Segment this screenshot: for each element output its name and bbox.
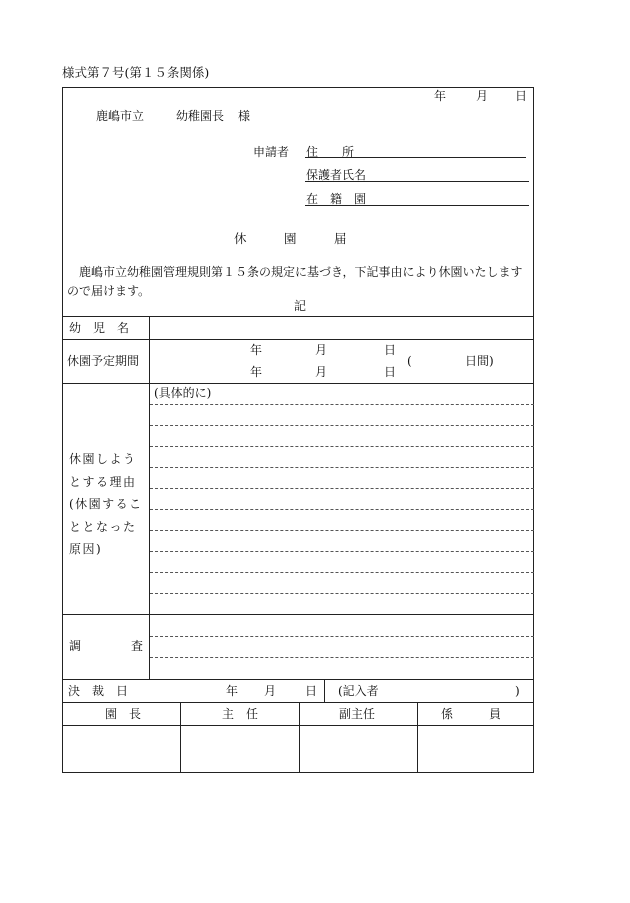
period-days-close: 日間) [465, 354, 494, 368]
decision-year: 年 [226, 684, 239, 698]
reason-line[interactable] [150, 530, 534, 531]
address-line[interactable] [305, 157, 526, 158]
leave-notice-form [62, 87, 534, 773]
period-label: 休園予定期間 [67, 354, 140, 368]
date-year: 年 [434, 89, 447, 103]
approval-staff: 係 員 [441, 707, 502, 721]
form-number: 様式第７号(第１５条関係) [62, 65, 210, 80]
period-start-year: 年 [250, 343, 263, 357]
reason-line[interactable] [150, 404, 534, 405]
reason-label: 休園しようとする理由(休園することとなった原因) [69, 452, 143, 556]
decision-label: 決 裁 日 [68, 684, 129, 698]
survey-line[interactable] [150, 657, 534, 658]
body-text: 鹿嶋市立幼稚園管理規則第１５条の規定に基づき，下記事由により休園いたしますので届けます。 [67, 265, 523, 298]
reason-line[interactable] [150, 488, 534, 489]
school-line[interactable] [305, 205, 529, 206]
survey-label-1: 調 [69, 639, 82, 653]
period-days-open: ( [407, 354, 412, 368]
reason-line[interactable] [150, 593, 534, 594]
approval-stamp-staff[interactable] [418, 726, 533, 772]
period-start-month: 月 [315, 343, 328, 357]
addressee-school: 幼稚園長 [176, 109, 225, 123]
approval-stamp-principal[interactable] [63, 726, 179, 772]
note-heading: 記 [294, 299, 307, 313]
child-name-label: 幼 児 名 [69, 321, 130, 335]
period-start-day: 日 [384, 343, 397, 357]
guardian-line[interactable] [305, 181, 529, 182]
decision-month: 月 [264, 684, 277, 698]
period-end-month: 月 [315, 365, 328, 379]
recorder-open: (記入者 [338, 684, 379, 698]
applicant-label: 申請者 [253, 145, 290, 159]
reason-line[interactable] [150, 551, 534, 552]
approval-stamp-deputy[interactable] [300, 726, 416, 772]
survey-line[interactable] [150, 636, 534, 637]
form-title: 休 園 届 [234, 231, 347, 246]
date-month: 月 [476, 89, 489, 103]
reason-line[interactable] [150, 425, 534, 426]
reason-line[interactable] [150, 509, 534, 510]
date-day: 日 [515, 89, 528, 103]
reason-line[interactable] [150, 467, 534, 468]
approval-deputy: 副主任 [339, 707, 376, 721]
guardian-label: 保護者氏名 [306, 168, 367, 182]
decision-day: 日 [305, 684, 318, 698]
approval-stamp-chief[interactable] [181, 726, 298, 772]
period-end-year: 年 [250, 365, 263, 379]
survey-label-2: 査 [131, 639, 144, 653]
approval-chief: 主 任 [222, 707, 259, 721]
addressee-honorific: 様 [238, 109, 251, 123]
reason-hint: (具体的に) [154, 386, 212, 400]
child-name-field[interactable] [150, 317, 533, 338]
reason-line[interactable] [150, 446, 534, 447]
addressee-city: 鹿嶋市立 [96, 109, 145, 123]
recorder-close: ) [515, 684, 520, 698]
school-label: 在 籍 園 [306, 192, 367, 206]
address-label: 住 所 [306, 145, 355, 159]
approval-principal: 園 長 [105, 707, 142, 721]
reason-line[interactable] [150, 572, 534, 573]
period-end-day: 日 [384, 365, 397, 379]
